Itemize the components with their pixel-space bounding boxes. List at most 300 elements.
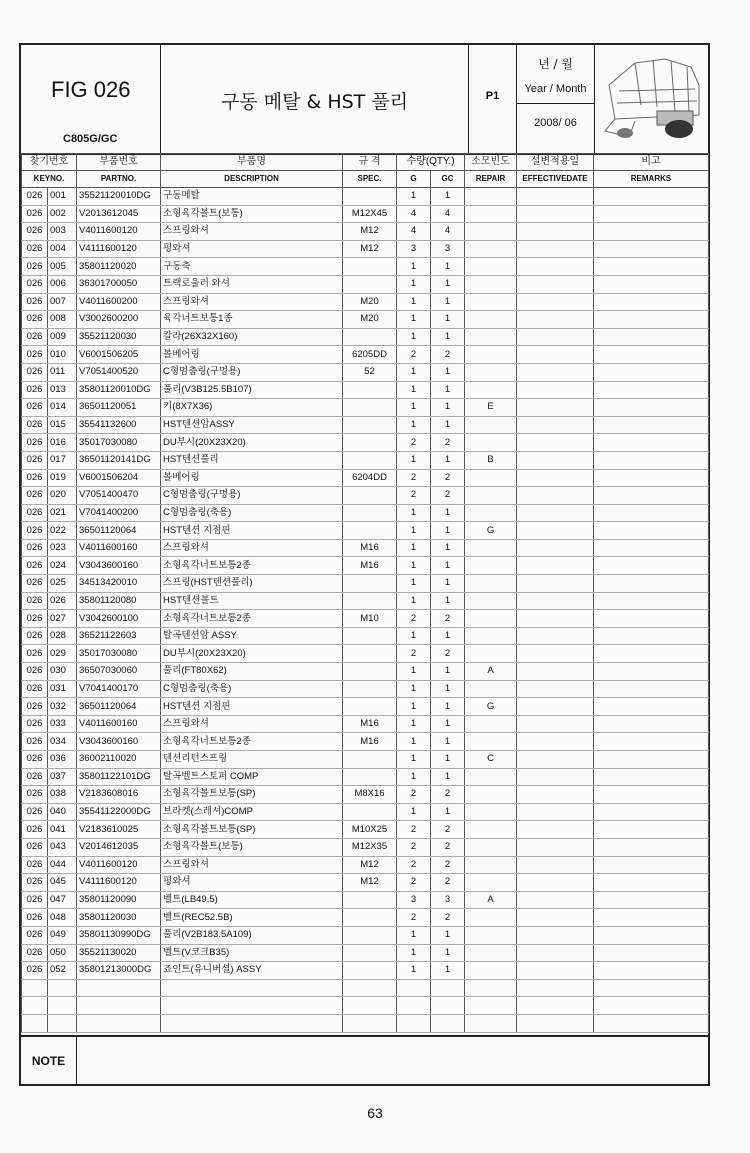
effective-date-cell (517, 205, 594, 223)
part-number-cell: V7051400520 (77, 363, 161, 381)
keyno-cell: 004 (48, 240, 77, 258)
empty-row (22, 979, 709, 997)
qty-g-cell: 4 (397, 223, 431, 241)
remarks-cell (594, 311, 709, 329)
spec-cell (343, 522, 397, 540)
empty-cell (465, 979, 517, 997)
spec-cell: 6204DD (343, 469, 397, 487)
keyno-cell: 037 (48, 768, 77, 786)
repair-code-cell (465, 293, 517, 311)
keyno-cell: 043 (48, 838, 77, 856)
qty-gc-cell: 1 (431, 803, 465, 821)
keyno-cell: 006 (48, 275, 77, 293)
spec-cell (343, 451, 397, 469)
qty-g-cell: 4 (397, 205, 431, 223)
table-row (22, 803, 709, 821)
repair-code-cell (465, 926, 517, 944)
remarks-cell (594, 874, 709, 892)
repair-code-cell (465, 838, 517, 856)
keyno-prefix-cell: 026 (22, 487, 48, 505)
figure-number: FIG 026 (51, 77, 131, 102)
qty-gc-cell: 1 (431, 311, 465, 329)
repair-code-cell: G (465, 522, 517, 540)
keyno-prefix-cell: 026 (22, 715, 48, 733)
repair-code-cell (465, 962, 517, 980)
empty-cell (22, 997, 48, 1015)
empty-cell (517, 979, 594, 997)
qty-g-cell: 2 (397, 645, 431, 663)
empty-cell (343, 1014, 397, 1032)
qty-gc-cell: 2 (431, 487, 465, 505)
table-row (22, 240, 709, 258)
effective-date-cell (517, 874, 594, 892)
remarks-cell (594, 962, 709, 980)
table-row (22, 311, 709, 329)
description-cell: 소형육각너트보통2종 (161, 557, 343, 575)
spec-cell (343, 768, 397, 786)
keyno-prefix-cell: 026 (22, 328, 48, 346)
spec-cell (343, 680, 397, 698)
keyno-cell: 022 (48, 522, 77, 540)
table-row (22, 539, 709, 557)
part-number-cell: V7051400470 (77, 487, 161, 505)
keyno-cell: 030 (48, 663, 77, 681)
col-spec: SPEC. (343, 171, 397, 188)
keyno-prefix-cell: 026 (22, 399, 48, 417)
keyno-cell: 009 (48, 328, 77, 346)
remarks-cell (594, 751, 709, 769)
part-number-cell: 35017030080 (77, 645, 161, 663)
description-cell: 스프링와셔 (161, 715, 343, 733)
effective-date-cell (517, 381, 594, 399)
description-cell: 볼베어링 (161, 469, 343, 487)
description-cell: C형멈춤링(축용) (161, 680, 343, 698)
col-partno-ko: 부품번호 (77, 154, 161, 171)
part-number-cell: V4011600120 (77, 223, 161, 241)
table-row (22, 381, 709, 399)
part-number-cell: V4011600120 (77, 856, 161, 874)
repair-code-cell (465, 821, 517, 839)
repair-code-cell (465, 487, 517, 505)
description-cell: C형멈춤링(구멍용) (161, 487, 343, 505)
spec-cell (343, 803, 397, 821)
keyno-prefix-cell: 026 (22, 293, 48, 311)
effective-date-cell (517, 733, 594, 751)
qty-g-cell: 1 (397, 575, 431, 593)
description-cell: 구동축 (161, 258, 343, 276)
description-cell: 소형육각너트보통2종 (161, 610, 343, 628)
qty-g-cell: 1 (397, 557, 431, 575)
keyno-prefix-cell: 026 (22, 575, 48, 593)
empty-cell (343, 997, 397, 1015)
qty-g-cell: 1 (397, 539, 431, 557)
qty-gc-cell: 1 (431, 698, 465, 716)
part-number-cell: 36501120051 (77, 399, 161, 417)
spec-cell (343, 627, 397, 645)
keyno-prefix-cell: 026 (22, 311, 48, 329)
description-cell: 키(8X7X36) (161, 399, 343, 417)
spec-cell: M12 (343, 223, 397, 241)
parts-rows (22, 188, 709, 1033)
effective-date-cell (517, 399, 594, 417)
keyno-cell: 050 (48, 944, 77, 962)
remarks-cell (594, 663, 709, 681)
remarks-cell (594, 469, 709, 487)
spec-cell: M20 (343, 293, 397, 311)
description-cell: HST텐션 지점핀 (161, 522, 343, 540)
repair-code-cell (465, 557, 517, 575)
spec-cell (343, 926, 397, 944)
table-row (22, 328, 709, 346)
spec-cell: M12X45 (343, 205, 397, 223)
repair-code-cell (465, 610, 517, 628)
parts-sheet (19, 43, 710, 1086)
part-number-cell: 36507030060 (77, 663, 161, 681)
qty-g-cell: 1 (397, 258, 431, 276)
repair-code-cell (465, 539, 517, 557)
year-month-cell (517, 45, 595, 153)
part-number-cell: V7041400170 (77, 680, 161, 698)
qty-gc-cell: 1 (431, 328, 465, 346)
qty-g-cell: 1 (397, 698, 431, 716)
keyno-cell: 014 (48, 399, 77, 417)
keyno-cell: 028 (48, 627, 77, 645)
spec-cell: 52 (343, 363, 397, 381)
page-number: 63 (367, 1105, 383, 1121)
part-number-cell: 36501120064 (77, 522, 161, 540)
repair-code-cell (465, 627, 517, 645)
qty-g-cell: 1 (397, 275, 431, 293)
description-cell: HST텐션 지점핀 (161, 698, 343, 716)
description-cell: 소형육각볼트(보통) (161, 838, 343, 856)
spec-cell (343, 575, 397, 593)
page-title: 구동 메탈 & HST 풀리 (220, 91, 409, 113)
machine-illustration (595, 45, 708, 153)
effective-date-cell (517, 926, 594, 944)
effective-date-cell (517, 715, 594, 733)
remarks-cell (594, 434, 709, 452)
qty-gc-cell: 1 (431, 768, 465, 786)
keyno-prefix-cell: 026 (22, 803, 48, 821)
part-number-cell: 35521130020 (77, 944, 161, 962)
repair-code-cell (465, 416, 517, 434)
spec-cell (343, 381, 397, 399)
effective-date-cell (517, 768, 594, 786)
qty-g-cell: 1 (397, 188, 431, 206)
spec-cell (343, 663, 397, 681)
part-number-cell: 35801213000DG (77, 962, 161, 980)
effective-date-cell (517, 522, 594, 540)
repair-code-cell (465, 909, 517, 927)
qty-g-cell: 2 (397, 838, 431, 856)
remarks-cell (594, 188, 709, 206)
keyno-prefix-cell: 026 (22, 751, 48, 769)
qty-g-cell: 1 (397, 381, 431, 399)
spec-cell: 6205DD (343, 346, 397, 364)
description-cell: C형멈춤링(구멍용) (161, 363, 343, 381)
spec-cell: M16 (343, 715, 397, 733)
description-cell: 스프링(HST텐션풀리) (161, 575, 343, 593)
qty-gc-cell: 2 (431, 856, 465, 874)
keyno-prefix-cell: 026 (22, 610, 48, 628)
repair-code-cell (465, 733, 517, 751)
keyno-cell: 013 (48, 381, 77, 399)
qty-gc-cell: 2 (431, 909, 465, 927)
repair-code-cell (465, 275, 517, 293)
spec-cell: M16 (343, 733, 397, 751)
qty-g-cell: 1 (397, 451, 431, 469)
col-repair-ko: 소모빈도 (465, 154, 517, 171)
spec-cell (343, 487, 397, 505)
repair-code-cell (465, 645, 517, 663)
spec-cell: M8X16 (343, 786, 397, 804)
keyno-cell: 047 (48, 891, 77, 909)
qty-gc-cell: 4 (431, 223, 465, 241)
table-row (22, 856, 709, 874)
keyno-prefix-cell: 026 (22, 240, 48, 258)
keyno-prefix-cell: 026 (22, 962, 48, 980)
repair-code-cell (465, 434, 517, 452)
keyno-cell: 015 (48, 416, 77, 434)
part-number-cell: V2183610025 (77, 821, 161, 839)
qty-g-cell: 1 (397, 680, 431, 698)
keyno-cell: 007 (48, 293, 77, 311)
effective-date-cell (517, 188, 594, 206)
remarks-cell (594, 680, 709, 698)
qty-g-cell: 1 (397, 627, 431, 645)
description-cell: 칼라(26X32X160) (161, 328, 343, 346)
table-row (22, 346, 709, 364)
repair-code-cell (465, 504, 517, 522)
table-row (22, 416, 709, 434)
description-cell: HST텐션풀리 (161, 451, 343, 469)
table-row (22, 592, 709, 610)
table-row (22, 363, 709, 381)
empty-cell (397, 997, 431, 1015)
effective-date-cell (517, 944, 594, 962)
issue-date: 2008/ 06 (534, 117, 577, 129)
remarks-cell (594, 258, 709, 276)
description-cell: 구동메탈 (161, 188, 343, 206)
part-number-cell: V4011600160 (77, 539, 161, 557)
table-row (22, 786, 709, 804)
part-number-cell: 35801130990DG (77, 926, 161, 944)
col-qty-g: G (397, 171, 431, 188)
qty-gc-cell: 1 (431, 592, 465, 610)
part-number-cell: 35541132600 (77, 416, 161, 434)
table-row (22, 223, 709, 241)
part-number-cell: V4111600120 (77, 874, 161, 892)
spec-cell (343, 416, 397, 434)
description-cell: 풀리(FT80X62) (161, 663, 343, 681)
repair-code-cell (465, 944, 517, 962)
empty-cell (48, 1014, 77, 1032)
table-row (22, 663, 709, 681)
keyno-prefix-cell: 026 (22, 223, 48, 241)
table-row (22, 926, 709, 944)
year-month-ko: 년 / 월 (538, 57, 573, 71)
description-cell: 볼베어링 (161, 346, 343, 364)
model-name: C805G/GC (63, 133, 118, 145)
repair-code-cell (465, 258, 517, 276)
description-cell: 풀리(V3B125.5B107) (161, 381, 343, 399)
effective-date-cell (517, 786, 594, 804)
qty-gc-cell: 3 (431, 891, 465, 909)
qty-g-cell: 1 (397, 311, 431, 329)
remarks-cell (594, 856, 709, 874)
remarks-cell (594, 733, 709, 751)
keyno-prefix-cell: 026 (22, 768, 48, 786)
description-cell: DU부시(20X23X20) (161, 434, 343, 452)
table-row (22, 715, 709, 733)
description-cell: 평와셔 (161, 240, 343, 258)
repair-code-cell: A (465, 891, 517, 909)
description-cell: 트랙로울러 와셔 (161, 275, 343, 293)
part-number-cell: 35801120080 (77, 592, 161, 610)
part-number-cell: V2013612045 (77, 205, 161, 223)
effective-date-cell (517, 434, 594, 452)
remarks-cell (594, 293, 709, 311)
keyno-cell: 016 (48, 434, 77, 452)
part-number-cell: 36521122603 (77, 627, 161, 645)
part-number-cell: 36501120064 (77, 698, 161, 716)
empty-cell (431, 997, 465, 1015)
effective-date-cell (517, 293, 594, 311)
qty-g-cell: 2 (397, 786, 431, 804)
keyno-prefix-cell: 026 (22, 205, 48, 223)
col-repair: REPAIR (465, 171, 517, 188)
effective-date-cell (517, 487, 594, 505)
empty-cell (465, 997, 517, 1015)
effective-date-cell (517, 557, 594, 575)
table-row (22, 575, 709, 593)
empty-cell (397, 979, 431, 997)
remarks-cell (594, 944, 709, 962)
remarks-cell (594, 768, 709, 786)
table-row (22, 504, 709, 522)
keyno-cell: 005 (48, 258, 77, 276)
spec-cell (343, 275, 397, 293)
qty-g-cell: 1 (397, 416, 431, 434)
keyno-prefix-cell: 026 (22, 539, 48, 557)
keyno-prefix-cell: 026 (22, 821, 48, 839)
qty-g-cell: 1 (397, 768, 431, 786)
qty-g-cell: 1 (397, 504, 431, 522)
keyno-prefix-cell: 026 (22, 522, 48, 540)
qty-gc-cell: 1 (431, 575, 465, 593)
spec-cell: M16 (343, 557, 397, 575)
effective-date-cell (517, 680, 594, 698)
part-number-cell: 35801120020 (77, 258, 161, 276)
sheet-header (21, 45, 708, 155)
effective-date-cell (517, 821, 594, 839)
qty-g-cell: 1 (397, 363, 431, 381)
empty-cell (594, 1014, 709, 1032)
col-qty-gc: GC (431, 171, 465, 188)
empty-cell (161, 997, 343, 1015)
effective-date-cell (517, 909, 594, 927)
figure-cell (21, 45, 161, 153)
effective-date-cell (517, 539, 594, 557)
qty-g-cell: 1 (397, 522, 431, 540)
col-partno: PARTNO. (77, 171, 161, 188)
part-number-cell: V3042600100 (77, 610, 161, 628)
repair-code-cell (465, 592, 517, 610)
effective-date-cell (517, 645, 594, 663)
empty-cell (465, 1014, 517, 1032)
part-number-cell: V3002600200 (77, 311, 161, 329)
repair-code-cell (465, 786, 517, 804)
header-row-ko (22, 154, 709, 171)
col-keyno: KEYNO. (22, 171, 77, 188)
keyno-prefix-cell: 026 (22, 275, 48, 293)
repair-code-cell: B (465, 451, 517, 469)
qty-gc-cell: 1 (431, 363, 465, 381)
table-row (22, 293, 709, 311)
part-number-cell: 35801120010DG (77, 381, 161, 399)
qty-gc-cell: 1 (431, 627, 465, 645)
keyno-cell: 027 (48, 610, 77, 628)
empty-cell (397, 1014, 431, 1032)
effective-date-cell (517, 240, 594, 258)
keyno-prefix-cell: 026 (22, 416, 48, 434)
table-row (22, 205, 709, 223)
spec-cell (343, 399, 397, 417)
keyno-cell: 031 (48, 680, 77, 698)
part-number-cell: V6001506204 (77, 469, 161, 487)
qty-gc-cell: 2 (431, 821, 465, 839)
keyno-prefix-cell: 026 (22, 838, 48, 856)
empty-cell (517, 997, 594, 1015)
keyno-prefix-cell: 026 (22, 733, 48, 751)
keyno-prefix-cell: 026 (22, 926, 48, 944)
qty-g-cell: 1 (397, 751, 431, 769)
remarks-cell (594, 838, 709, 856)
description-cell: 벨트(V코크B35) (161, 944, 343, 962)
keyno-cell: 052 (48, 962, 77, 980)
qty-gc-cell: 2 (431, 838, 465, 856)
spec-cell (343, 751, 397, 769)
page-code: P1 (485, 90, 500, 102)
remarks-cell (594, 557, 709, 575)
header-row-en (22, 171, 709, 188)
qty-g-cell: 2 (397, 909, 431, 927)
effective-date-cell (517, 504, 594, 522)
remarks-cell (594, 803, 709, 821)
description-cell: 소형육각볼트보통(SP) (161, 821, 343, 839)
remarks-cell (594, 645, 709, 663)
keyno-prefix-cell: 026 (22, 557, 48, 575)
effective-date-cell (517, 451, 594, 469)
keyno-prefix-cell: 026 (22, 891, 48, 909)
repair-code-cell (465, 188, 517, 206)
effective-date-cell (517, 891, 594, 909)
table-row (22, 188, 709, 206)
remarks-cell (594, 223, 709, 241)
table-row (22, 944, 709, 962)
repair-code-cell (465, 768, 517, 786)
effective-date-cell (517, 363, 594, 381)
description-cell: 육각너트보통1종 (161, 311, 343, 329)
qty-gc-cell: 2 (431, 610, 465, 628)
spec-cell (343, 328, 397, 346)
part-number-cell: V2014612035 (77, 838, 161, 856)
note-label: NOTE (21, 1037, 77, 1086)
empty-cell (161, 1014, 343, 1032)
part-number-cell: 35541122000DG (77, 803, 161, 821)
description-cell: 텐션리턴스프링 (161, 751, 343, 769)
spec-cell: M10X25 (343, 821, 397, 839)
